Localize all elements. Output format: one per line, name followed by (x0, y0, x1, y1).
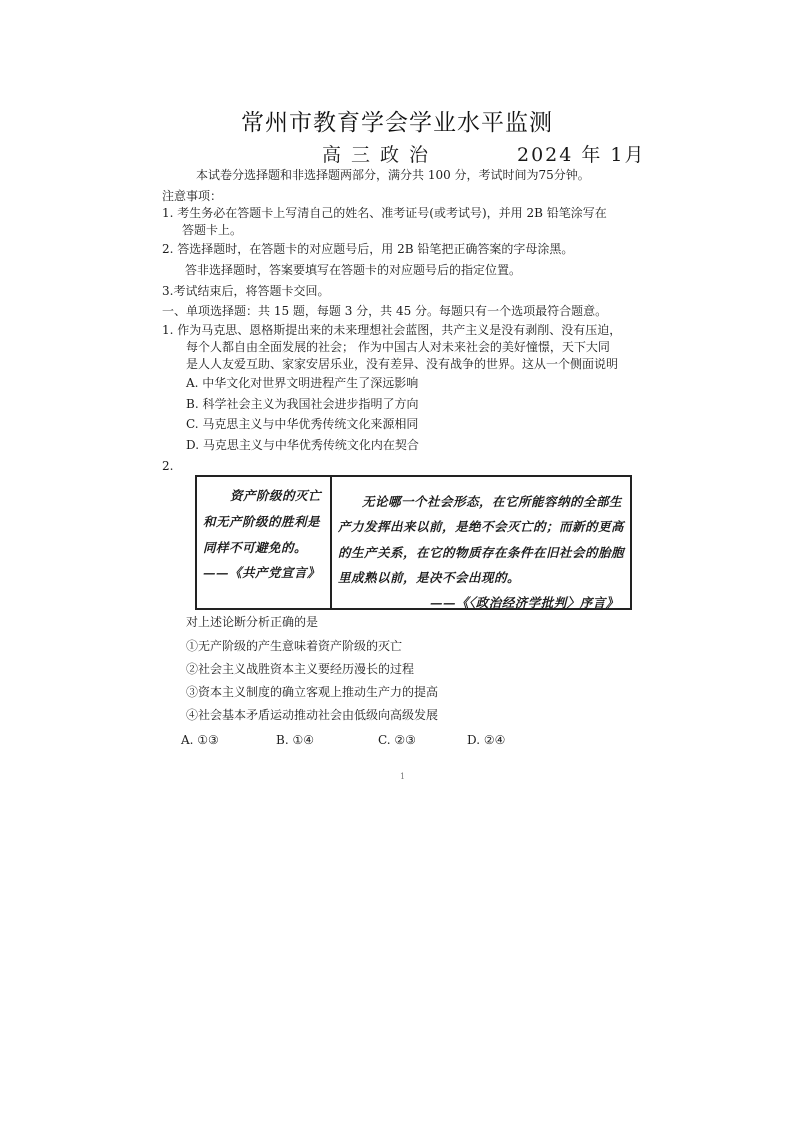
q1-option-d: D. 马克思主义与中华优秀传统文化内在契合 (186, 438, 419, 452)
quote-left-source: ——《共产党宣言》 (203, 565, 321, 580)
q2-option-c: C. ②③ (378, 733, 416, 747)
note-item-2: 2. 答选择题时，在答题卡的对应题号后，用 2B 铅笔把正确答案的字母涂黑。 (162, 242, 574, 256)
quote-right-line-3: 的生产关系，在它的物质存在条件在旧社会的胎胞 (338, 545, 625, 560)
quote-left-line-3: 同样不可避免的。 (203, 540, 308, 555)
quote-left-line-2: 和无产阶级的胜利是 (203, 514, 321, 529)
q2-number: 2. (162, 459, 174, 473)
q1-option-c: C. 马克思主义与中华优秀传统文化来源相同 (186, 417, 419, 431)
q1-stem-line-1: 1. 作为马克思、恩格斯提出来的未来理想社会蓝图，共产主义是没有剥削、没有压迫， (162, 323, 622, 337)
q2-statement-2: ②社会主义战胜资本主义要经历漫长的过程 (186, 662, 415, 676)
quote-box-divider (330, 475, 332, 610)
notes-heading: 注意事项： (162, 189, 223, 203)
section-heading: 一、单项选择题：共 15 题，每题 3 分，共 45 分。每题只有一个选项最符合题意。 (162, 304, 608, 318)
q1-option-a: A. 中华文化对世界文明进程产生了深远影响 (186, 376, 419, 390)
q1-stem-line-3: 是人人友爱互助、家家安居乐业，没有差异、没有战争的世界。这从一个侧面说明 (186, 357, 619, 371)
quote-right-line-4: 里成熟以前，是决不会出现的。 (338, 570, 521, 585)
note-item-1-cont: 答题卡上。 (182, 223, 243, 237)
q2-option-a: A. ①③ (181, 733, 219, 747)
q2-statement-4: ④社会基本矛盾运动推动社会由低级向高级发展 (186, 708, 439, 722)
q2-stem: 对上述论断分析正确的是 (186, 615, 319, 629)
q2-statement-1: ①无产阶级的产生意味着资产阶级的灭亡 (186, 639, 403, 653)
page-number: 1 (400, 772, 406, 781)
quote-right-line-1: 无论哪一个社会形态，在它所能容纳的全部生 (362, 494, 623, 509)
quote-right-source: ——《〈政治经济学批判〉序言》 (430, 595, 619, 610)
intro-text: 本试卷分选择题和非选择题两部分，满分共 100 分，考试时间为75分钟。 (196, 168, 590, 182)
note-item-2-cont: 答非选择题时，答案要填写在答题卡的对应题号后的指定位置。 (185, 263, 522, 277)
exam-date: 2024 年 1月 (517, 144, 646, 166)
note-item-3: 3.考试结束后，将答题卡交回。 (162, 284, 330, 298)
note-item-1: 1. 考生务必在答题卡上写清自己的姓名、准考证号(或考试号)，并用 2B 铅笔涂写在 (162, 206, 607, 220)
q2-statement-3: ③资本主义制度的确立客观上推动生产力的提高 (186, 685, 439, 699)
q2-option-d: D. ②④ (467, 733, 506, 747)
document-title: 常州市教育学会学业水平监测 (241, 110, 553, 136)
quote-right-line-2: 产力发挥出来以前，是绝不会灭亡的；而新的更高 (338, 519, 625, 534)
subject-label: 高三政治 (322, 144, 439, 166)
quote-left-line-1: 资产阶级的灭亡 (230, 488, 322, 503)
q1-stem-line-2: 每个人都自由全面发展的社会； 作为中国古人对未来社会的美好憧憬，天下大同 (186, 340, 610, 354)
q2-option-b: B. ①④ (276, 733, 314, 747)
q1-option-b: B. 科学社会主义为我国社会进步指明了方向 (186, 397, 419, 411)
